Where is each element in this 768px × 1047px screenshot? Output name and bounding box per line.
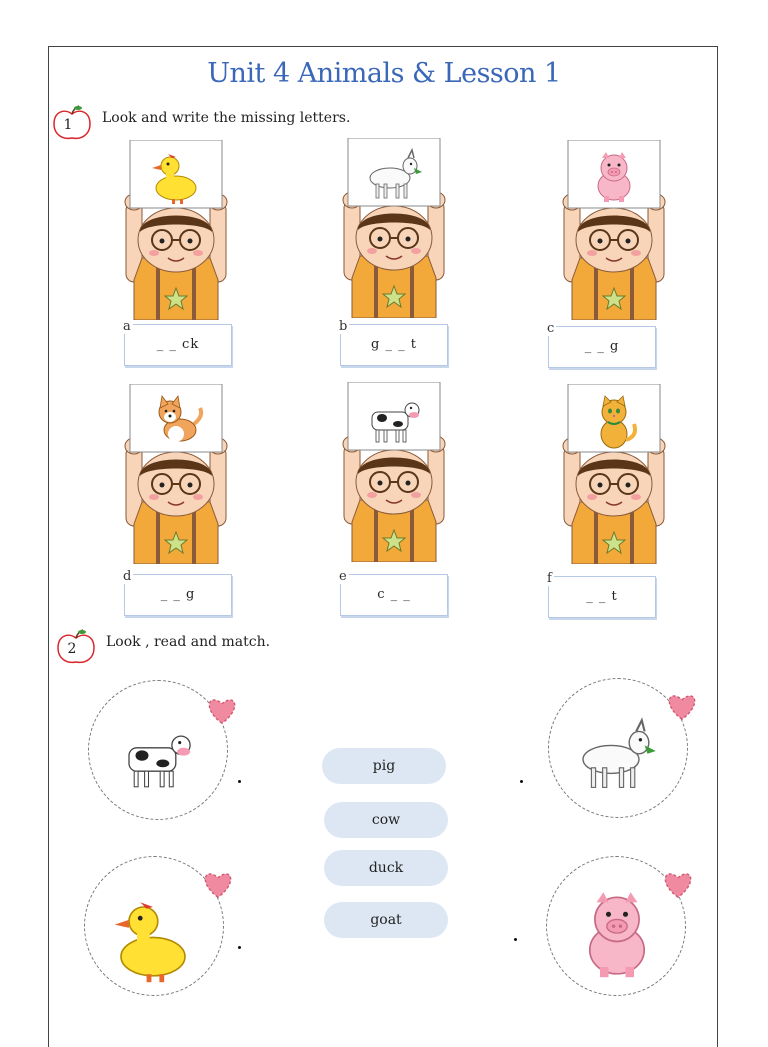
item-letter: c	[547, 321, 555, 336]
exercise-2-instruction: Look , read and match.	[106, 634, 271, 650]
exercise-2-number-badge: 2	[56, 628, 88, 654]
exercise-1-number-badge: 1	[52, 104, 84, 130]
item-letter: e	[339, 569, 347, 584]
kid-holding-cow-card	[342, 382, 446, 562]
page-title: Unit 4 Animals & Lesson 1	[207, 58, 561, 89]
exercise-1-instruction: Look and write the missing letters.	[102, 110, 351, 126]
word-pill-cow[interactable]: cow	[324, 802, 448, 838]
kid-holding-duck-card	[124, 140, 228, 320]
kid-holding-cat-card	[562, 384, 666, 564]
item-letter: b	[339, 319, 348, 334]
heart-icon	[200, 868, 236, 904]
cow-icon	[129, 736, 190, 787]
answer-card-f[interactable]	[547, 571, 656, 618]
word-pill-goat[interactable]: goat	[324, 902, 448, 938]
missing-letters-word: c _ _	[377, 587, 411, 602]
pig-icon	[590, 892, 644, 977]
kid-holding-goat-card	[342, 138, 446, 318]
heart-icon	[204, 694, 240, 730]
missing-letters-word: _ _ g	[160, 587, 196, 602]
item-letter: a	[123, 319, 131, 334]
match-dot[interactable]	[238, 946, 241, 949]
duck-icon	[115, 902, 185, 982]
match-dot[interactable]	[514, 938, 517, 941]
missing-letters-word: g _ _ t	[371, 337, 417, 352]
heart-icon	[660, 868, 696, 904]
item-letter: d	[123, 569, 132, 584]
answer-card-d[interactable]	[123, 569, 232, 616]
missing-letters-word: _ _ t	[586, 589, 618, 604]
goat-icon	[583, 720, 656, 787]
answer-card-e[interactable]	[339, 569, 448, 616]
answer-card-b[interactable]	[339, 319, 448, 366]
match-dot[interactable]	[238, 780, 241, 783]
answer-card-a[interactable]	[123, 319, 232, 366]
kid-holding-pig-card	[562, 140, 666, 320]
match-dot[interactable]	[520, 780, 523, 783]
word-pill-duck[interactable]: duck	[324, 850, 448, 886]
heart-icon	[664, 690, 700, 726]
missing-letters-word: _ _ ck	[156, 337, 200, 352]
missing-letters-word: _ _ g	[584, 339, 620, 354]
answer-card-c[interactable]	[547, 321, 656, 368]
kid-holding-dog-card	[124, 384, 228, 564]
item-letter: f	[547, 571, 552, 586]
word-pill-pig[interactable]: pig	[322, 748, 446, 784]
